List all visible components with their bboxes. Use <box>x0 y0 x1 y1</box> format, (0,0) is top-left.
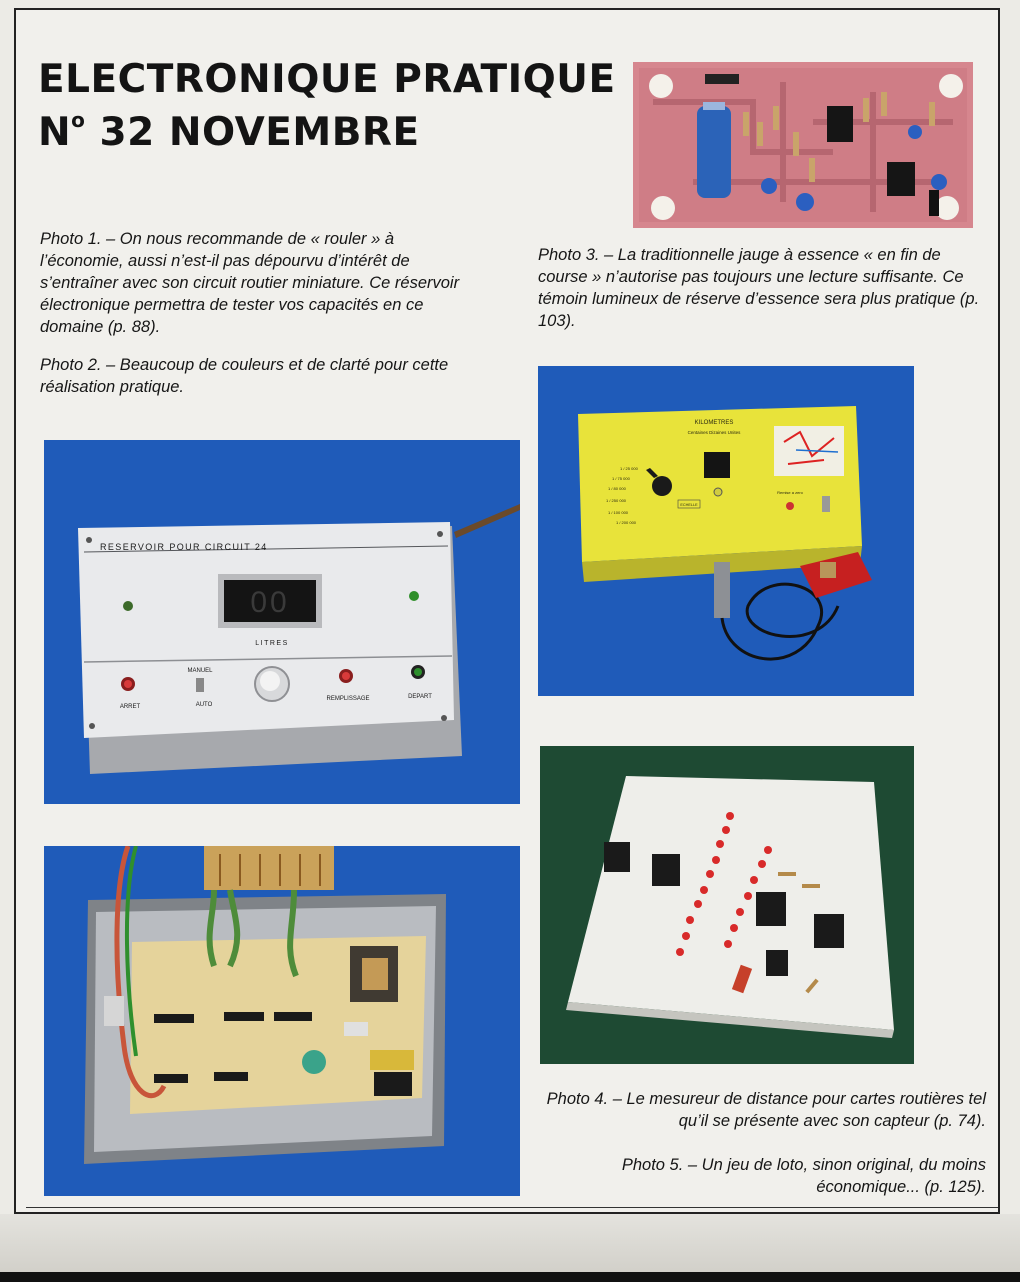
caption-photo-2: Photo 2. – Beaucoup de couleurs et de clarté pour cette réalisation pratique. <box>40 356 449 396</box>
caption-photo-4: Photo 4. – Le mesureur de distance pour cartes routières tel qu’il se présente avec son capteur (p. 74). <box>546 1090 986 1130</box>
svg-text:1 / 250 000: 1 / 250 000 <box>606 498 627 503</box>
reservoir-label: RESERVOIR POUR CIRCUIT 24 <box>100 542 268 552</box>
photo-5-loto <box>540 746 914 1064</box>
reservoir-display: 00 <box>250 586 290 619</box>
page-bleed <box>0 1214 1020 1282</box>
svg-text:1 / 75 000: 1 / 75 000 <box>612 476 630 481</box>
meter-sublabel: Centaines Dizaines Unites <box>687 430 741 435</box>
meter-reset-label: Remise a zero <box>777 490 803 495</box>
meter-label: KILOMETRES <box>694 420 734 426</box>
switch-bottom-label: AUTO <box>195 702 213 708</box>
svg-text:1 / 100 000: 1 / 100 000 <box>608 510 629 515</box>
svg-text:1 / 200 000: 1 / 200 000 <box>616 520 637 525</box>
btn-stop-label: ARRET <box>119 704 141 710</box>
caption-photo-3: Photo 3. – La traditionnelle jauge à essence « en fin de course » n’autorise pas toujours une lecture suffisante. Ce témoin lumineux de réserve d’essence sera plus pratique (p. 103). <box>538 246 980 330</box>
photo-4-distance-meter <box>538 366 914 696</box>
photo-1-reservoir <box>44 440 520 804</box>
photo-3-pcb <box>633 62 973 228</box>
title-line-2: $N^o$ 32 NOVEMBRE <box>38 108 420 155</box>
btn-start-label: DEPART <box>408 694 432 700</box>
switch-top-label: MANUEL <box>187 668 213 674</box>
reservoir-display-unit: LITRES <box>255 640 289 647</box>
btn-fill-label: REMPLISSAGE <box>326 696 370 702</box>
meter-btn-label: ECHELLE <box>680 503 698 507</box>
caption-photo-5: Photo 5. – Un jeu de loto, sinon original, du moins économique... (p. 125). <box>621 1156 986 1196</box>
page-title <box>38 58 616 155</box>
title-line-1: ELECTRONIQUE PRATIQUE <box>38 57 616 102</box>
svg-text:1 / 25 000: 1 / 25 000 <box>620 466 638 471</box>
photo-2-interior <box>44 846 520 1196</box>
caption-photo-1: Photo 1. – On nous recommande de « rouler » à l’économie, aussi n’est-il pas dépourvu d’intérêt de s’entraîner avec son circuit routier miniature. Ce réservoir électronique permettra de tester vos capacités en ce domaine (p. 88). <box>40 230 460 336</box>
svg-text:1 / 80 000: 1 / 80 000 <box>608 486 626 491</box>
